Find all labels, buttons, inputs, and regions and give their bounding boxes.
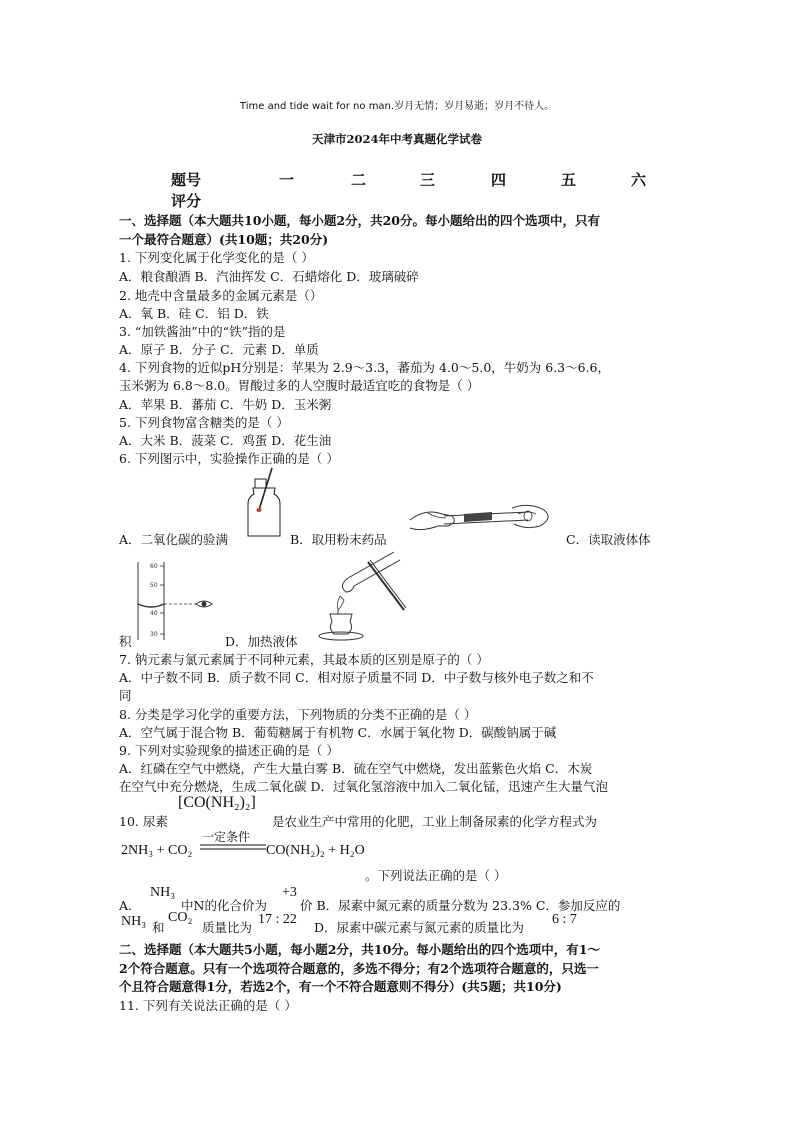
q7-stem: 7. 钠元素与氯元素属于不同种元素，其最本质的区别是原子的（ ） [119,652,489,667]
heating-test-tube-figure [308,548,412,642]
q6-option-a: A．二氧化碳的验满 [119,532,229,547]
motto-header: Time and tide wait for no man.岁月无情；岁月易逝；岁月不待人。 [239,101,555,112]
q10-options-bc: 价 B．尿素中氮元素的质量分数为 23.3% C．参加反应的 [300,898,621,913]
q4-stem-line1: 4. 下列食物的近似pH分别是：苹果为 2.9～3.3，蕃茄为 4.0～5.0，牛奶为 6.3～6.6， [119,360,610,375]
q4-options: A．苹果 B．蕃茄 C．牛奶 D．玉米粥 [119,397,332,412]
q9-options-line1: A．红磷在空气中燃烧，产生大量白雾 B．硫在空气中燃烧，发出蓝紫色火焰 C．木炭 [119,761,593,776]
q7-options-line2: 同 [119,688,132,703]
q3-stem: 3. “加铁酱油”中的“铁”指的是 [119,324,286,339]
q8-stem: 8. 分类是学习化学的重要方法，下列物质的分类不正确的是（ ） [119,707,477,722]
ratio-value-1: 17 : 22 [258,912,297,927]
q10-option-a-label: A． [119,898,141,913]
tick-label-40: 40 [150,610,158,617]
score-col-6: 六 [631,171,647,189]
q6-option-b: B．取用粉末药品 [290,532,387,547]
q10-option-a-text: 中N的化合价为 [181,898,267,913]
score-col-1: 一 [279,171,295,189]
q2-stem: 2. 地壳中含量最多的金属元素是（） [119,288,323,303]
score-col-5: 五 [561,171,577,189]
mass-ratio-text: 质量比为 [202,920,253,935]
exam-title: 天津市2024年中考真题化学试卷 [311,132,482,146]
co2-formula: CO₂ [168,910,193,925]
q6-option-d: D．加热液体 [225,634,298,649]
q10-option-d: D．尿素中碳元素与氮元素的质量比为 [314,920,525,935]
equation-left: 2NH₃ + CO₂ [121,843,193,858]
score-col-3: 三 [420,171,436,189]
q1-stem: 1. 下列变化属于化学变化的是（ ） [119,250,314,265]
score-col-4: 四 [491,171,507,189]
section2-heading-line1: 二、选择题（本大题共5小题，每小题2分，共10分。每小题给出的四个选项中，有1～ [119,942,600,957]
section2-heading-line3: 个且符合题意得1分，若选2个，有一个不符合题意则不得分）(共5题；共10分) [119,979,562,994]
q10-question: 。下列说法正确的是（ ） [365,868,507,883]
score-col-2: 二 [351,171,367,189]
valence-value: +3 [282,885,297,900]
equation-right: CO(NH₂)₂ + H₂O [266,843,365,858]
urea-formula: [CO(NH₂)₂] [178,794,256,811]
q9-options-line2: 在空气中充分燃烧，生成二氧化碳 D．过氧化氢溶液中加入二氧化锰，迅速产生大量气泡 [119,779,608,794]
graduated-cylinder-figure [134,560,214,642]
gas-bottle-figure [246,466,282,540]
tick-label-30: 30 [150,631,158,638]
q4-stem-line2: 玉米粥为 6.8～8.0。胃酸过多的人空腹时最适宜吃的食物是（ ） [119,378,480,393]
nh3-formula-2: NH₃ [121,914,147,929]
equation-equals-sign [200,844,266,850]
equation-condition: 一定条件 [202,830,251,844]
q11-stem: 11. 下列有关说法正确的是（ ） [119,998,297,1013]
q5-stem: 5. 下列食物富含糖类的是（ ） [119,415,289,430]
tick-label-60: 60 [150,563,158,570]
q7-options-line1: A．中子数不同 B．质子数不同 C．相对原子质量不同 D．中子数与核外电子数之和不 [119,670,594,685]
section1-heading-line2: 一个最符合题意）(共10题；共20分) [119,232,329,247]
q10-stem: 是农业生产中常用的化肥，工业上制备尿素的化学方程式为 [272,814,598,829]
q10-prefix: 10. 尿素 [119,814,168,829]
ratio-value-2: 6 : 7 [552,912,577,927]
section1-heading-line1: 一、选择题（本大题共10小题，每小题2分，共20分。每小题给出的四个选项中，只有 [119,213,600,228]
and-text: 和 [152,920,165,935]
nh3-formula: NH₃ [150,885,176,900]
q9-stem: 9. 下列对实验现象的描述正确的是（ ） [119,743,339,758]
q2-options: A．氧 B．硅 C．铝 D．铁 [119,306,269,321]
powder-trough-figure [408,500,556,542]
score-label: 评分 [171,192,202,210]
q6-stem: 6. 下列图示中，实验操作正确的是（ ） [119,451,339,466]
q8-options: A．空气属于混合物 B．葡萄糖属于有机物 C．水属于氧化物 D．碳酸钠属于碱 [119,725,557,740]
q3-options: A．原子 B．分子 C．元素 D．单质 [119,342,319,357]
q6-option-c-cont: 积 [119,634,132,649]
q5-options: A．大米 B．菠菜 C．鸡蛋 D．花生油 [119,433,332,448]
q6-option-c: C．读取液体体 [566,532,651,547]
score-row-label: 题号 [171,171,202,189]
q1-options: A．粮食酿酒 B．汽油挥发 C．石蜡熔化 D．玻璃破碎 [119,269,419,284]
tick-label-50: 50 [150,582,158,589]
section2-heading-line2: 2个符合题意。只有一个选项符合题意的，多选不得分；有2个选项符合题意的，只选一 [119,961,599,976]
